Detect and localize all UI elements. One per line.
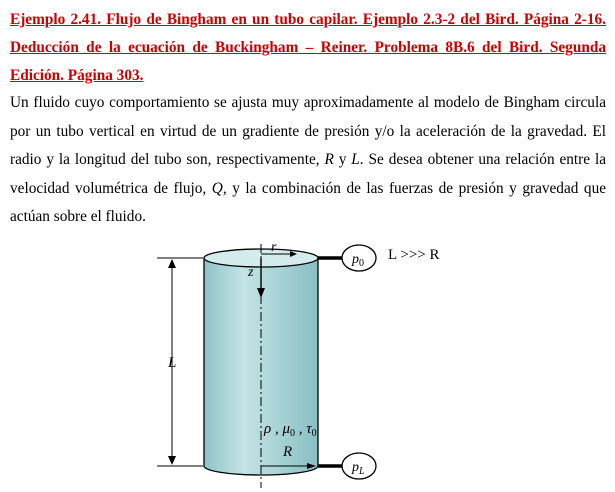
length-radius-condition: L >>> R (388, 247, 440, 263)
r-label: r (271, 240, 277, 255)
statement-part-2: . Se desea obtener una relación entre la velocidad volumétrica de flujo, (10, 151, 607, 197)
p0-label: $p_0$ (352, 252, 364, 269)
length-arrow-down (168, 456, 176, 465)
length-arrow-up (168, 259, 176, 268)
radius-label: R (283, 444, 293, 460)
example-heading: Ejemplo 2.41. Flujo de Bingham en un tubo capilar. Ejemplo 2.3-2 del Bird. Página 2-16. Deducción de la ecuación de Buckingham – Reiner. Problema 8B.6 del Bird. Segunda Edición. Página 303. (10, 11, 606, 84)
statement-part-1: Un fluido cuyo comportamiento se ajusta muy aproximadamente al modelo de Bingham circula por un tubo vertical en virtud de un gradiente de presión y/o la aceleración de la gravedad. El radio y la longitud del tubo son, respectivamente, (10, 94, 606, 169)
variable-radius: R (324, 151, 334, 169)
fluid-properties-label: ρ , $\mu_0$ , $\tau_0$ (264, 421, 317, 439)
variable-length: L (351, 151, 360, 169)
length-label: L (168, 355, 177, 371)
pL-label: $p_L$ (352, 460, 365, 477)
statement-part-3: , y la combinación de las fuerzas de presión y gravedad que actúan sobre el fluido. (10, 179, 607, 226)
conjunction: y (333, 151, 352, 169)
variable-flow-rate: Q (211, 179, 223, 197)
z-label: z (248, 265, 254, 280)
